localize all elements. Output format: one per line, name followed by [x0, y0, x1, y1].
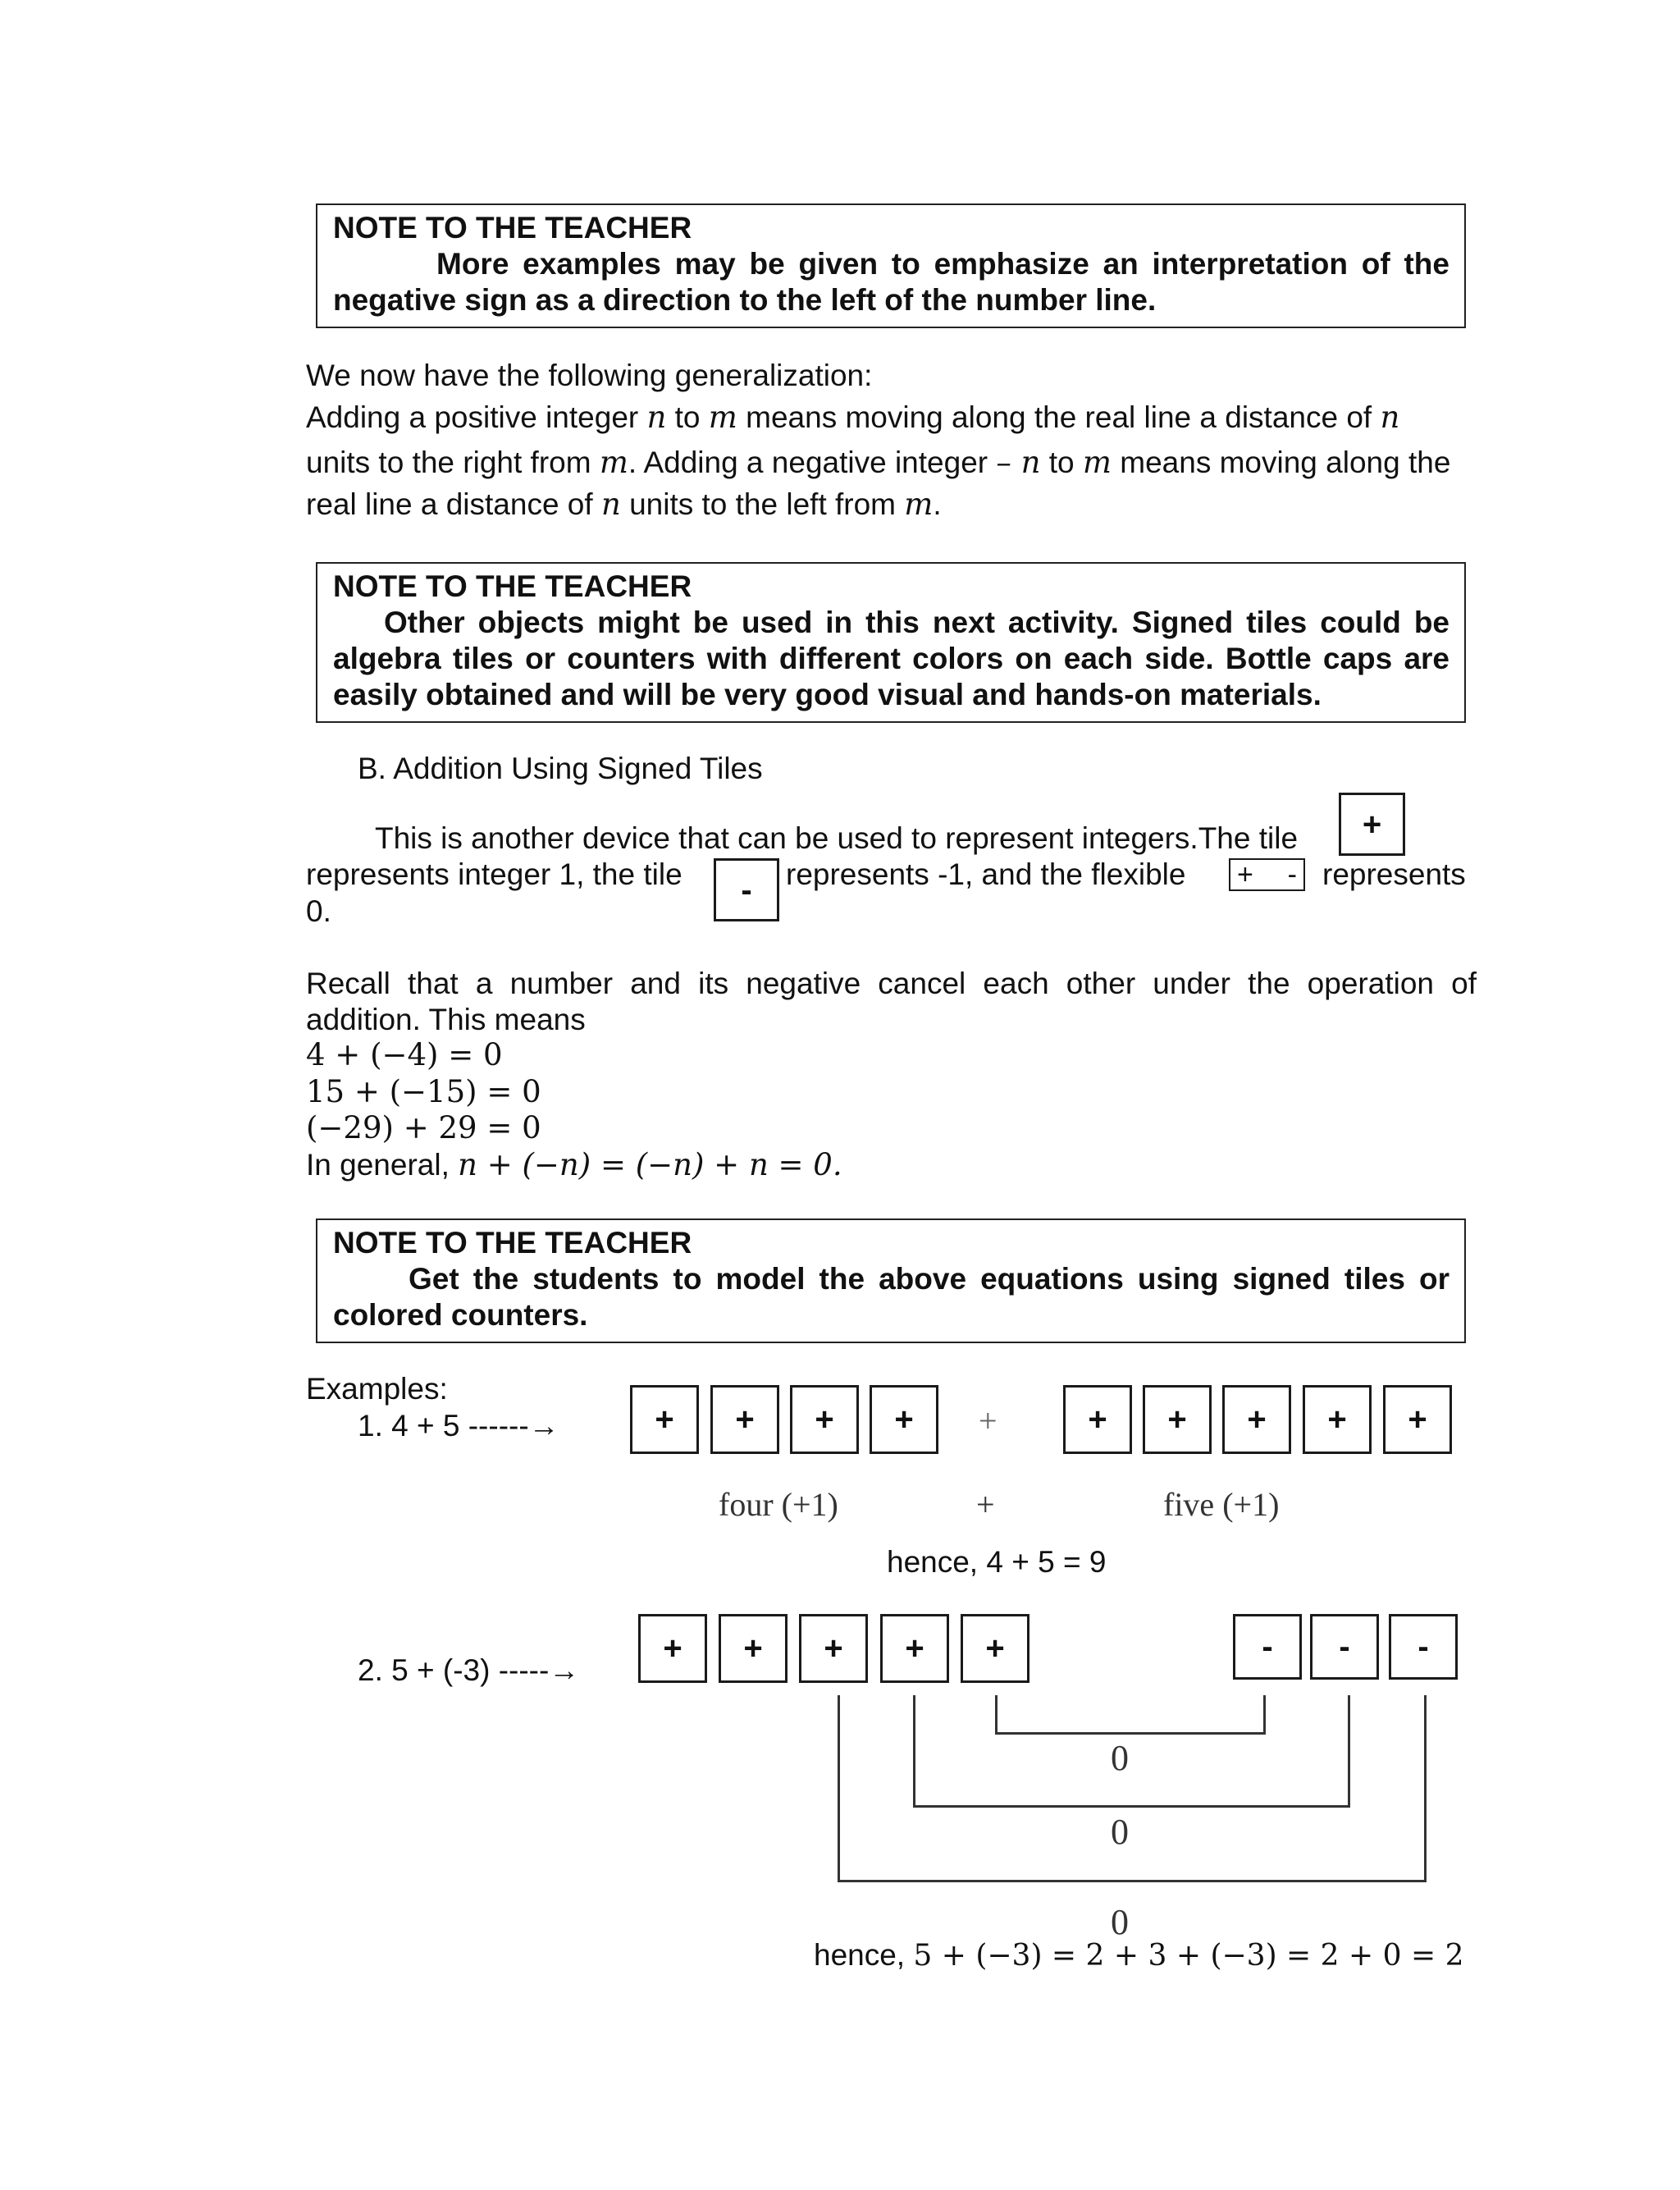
positive-tile: + [790, 1385, 859, 1454]
tiles-sentence-2: represents integer 1, the tile [306, 857, 682, 891]
teacher-note-3 [316, 1218, 1466, 1343]
equation-2: 15 + (−15) = 0 [306, 1074, 541, 1109]
example-1-result: hence, 4 + 5 = 9 [887, 1545, 1107, 1579]
note-title: NOTE TO THE TEACHER [333, 1226, 692, 1260]
positive-tile: + [880, 1614, 949, 1683]
negative-tile: - [1389, 1614, 1458, 1680]
teacher-note-1 [316, 203, 1466, 328]
tiles-sentence-3: represents -1, and the flexible [786, 857, 1186, 891]
positive-tile: + [1383, 1385, 1452, 1454]
section-b-heading: B. Addition Using Signed Tiles [358, 752, 763, 785]
examples-heading: Examples: [306, 1372, 448, 1406]
pair-bracket-1-left [995, 1695, 998, 1735]
positive-tile: + [961, 1614, 1029, 1683]
caption-five: five (+1) [1163, 1486, 1280, 1523]
example-1-label: 1. 4 + 5 ------→ [358, 1409, 559, 1442]
pair-bracket-3-right [1424, 1695, 1427, 1882]
example-2-result: hence, 5 + (−3) = 2 + 3 + (−3) = 2 + 0 = 2 [814, 1938, 1464, 1973]
note-body: Get the students to model the above equations using signed tiles or colored counters. [333, 1262, 1449, 1332]
generalization-line-2: units to the right from m. Adding a negative integer – n to m means moving along the [306, 445, 1451, 480]
positive-tile: + [630, 1385, 699, 1454]
flexible-zero-tile: + - [1229, 858, 1305, 891]
tiles-sentence-1: This is another device that can be used to represent integers.The tile [375, 821, 1299, 855]
positive-tile: + [799, 1614, 868, 1683]
caption-plus: + [976, 1486, 995, 1523]
tiles-sentence-4: represents [1322, 857, 1466, 891]
zero-result: 0 [1111, 1738, 1129, 1778]
recall-text: Recall that a number and its negative cancel each other under the operation of addition. This means [306, 967, 1477, 1036]
pair-bracket-2-left [913, 1695, 915, 1808]
note-title: NOTE TO THE TEACHER [333, 211, 692, 245]
pair-bracket-2-bottom [913, 1805, 1350, 1808]
positive-tile: + [1303, 1385, 1372, 1454]
equation-3: (−29) + 29 = 0 [306, 1110, 541, 1145]
note-body: Other objects might be used in this next activity. Signed tiles could be algebra tiles or counters with different colors on each side. Bottle caps are easily obtained and will be very good visual and hands-on materials. [333, 606, 1449, 711]
positive-tile: + [870, 1385, 938, 1454]
pair-bracket-2-right [1348, 1695, 1350, 1808]
note-body: More examples may be given to emphasize an interpretation of the negative sign as a direction to the left of the number line. [333, 247, 1449, 317]
negative-tile: - [1310, 1614, 1379, 1680]
positive-tile: + [710, 1385, 779, 1454]
teacher-note-2 [316, 562, 1466, 723]
negative-tile: - [1233, 1614, 1302, 1680]
zero-result: 0 [1111, 1812, 1129, 1852]
pair-bracket-1-bottom [995, 1732, 1266, 1735]
plus-sign: + [979, 1402, 998, 1439]
note-title: NOTE TO THE TEACHER [333, 569, 692, 603]
positive-tile: + [1143, 1385, 1212, 1454]
generalization-line-1: Adding a positive integer n to m means moving along the real line a distance of n [306, 400, 1400, 435]
zero-result: 0 [1111, 1902, 1129, 1942]
pair-bracket-3-bottom [838, 1880, 1427, 1882]
positive-tile: + [638, 1614, 707, 1683]
caption-four: four (+1) [719, 1486, 838, 1523]
positive-tile: + [1063, 1385, 1132, 1454]
equation-1: 4 + (−4) = 0 [306, 1037, 503, 1072]
general-equation: In general, n + (−n) = (−n) + n = 0. [306, 1147, 842, 1182]
positive-tile: + [1222, 1385, 1291, 1454]
generalization-line-3: real line a distance of n units to the left from m. [306, 487, 942, 522]
pair-bracket-3-left [838, 1695, 840, 1882]
positive-tile-sample: + [1339, 793, 1405, 856]
generalization-intro: We now have the following generalization: [306, 359, 873, 392]
tiles-sentence-5: 0. [306, 894, 331, 928]
example-2-label: 2. 5 + (-3) -----→ [358, 1653, 580, 1687]
negative-tile-sample: - [714, 858, 779, 921]
positive-tile: + [719, 1614, 788, 1683]
pair-bracket-1-right [1263, 1695, 1266, 1735]
